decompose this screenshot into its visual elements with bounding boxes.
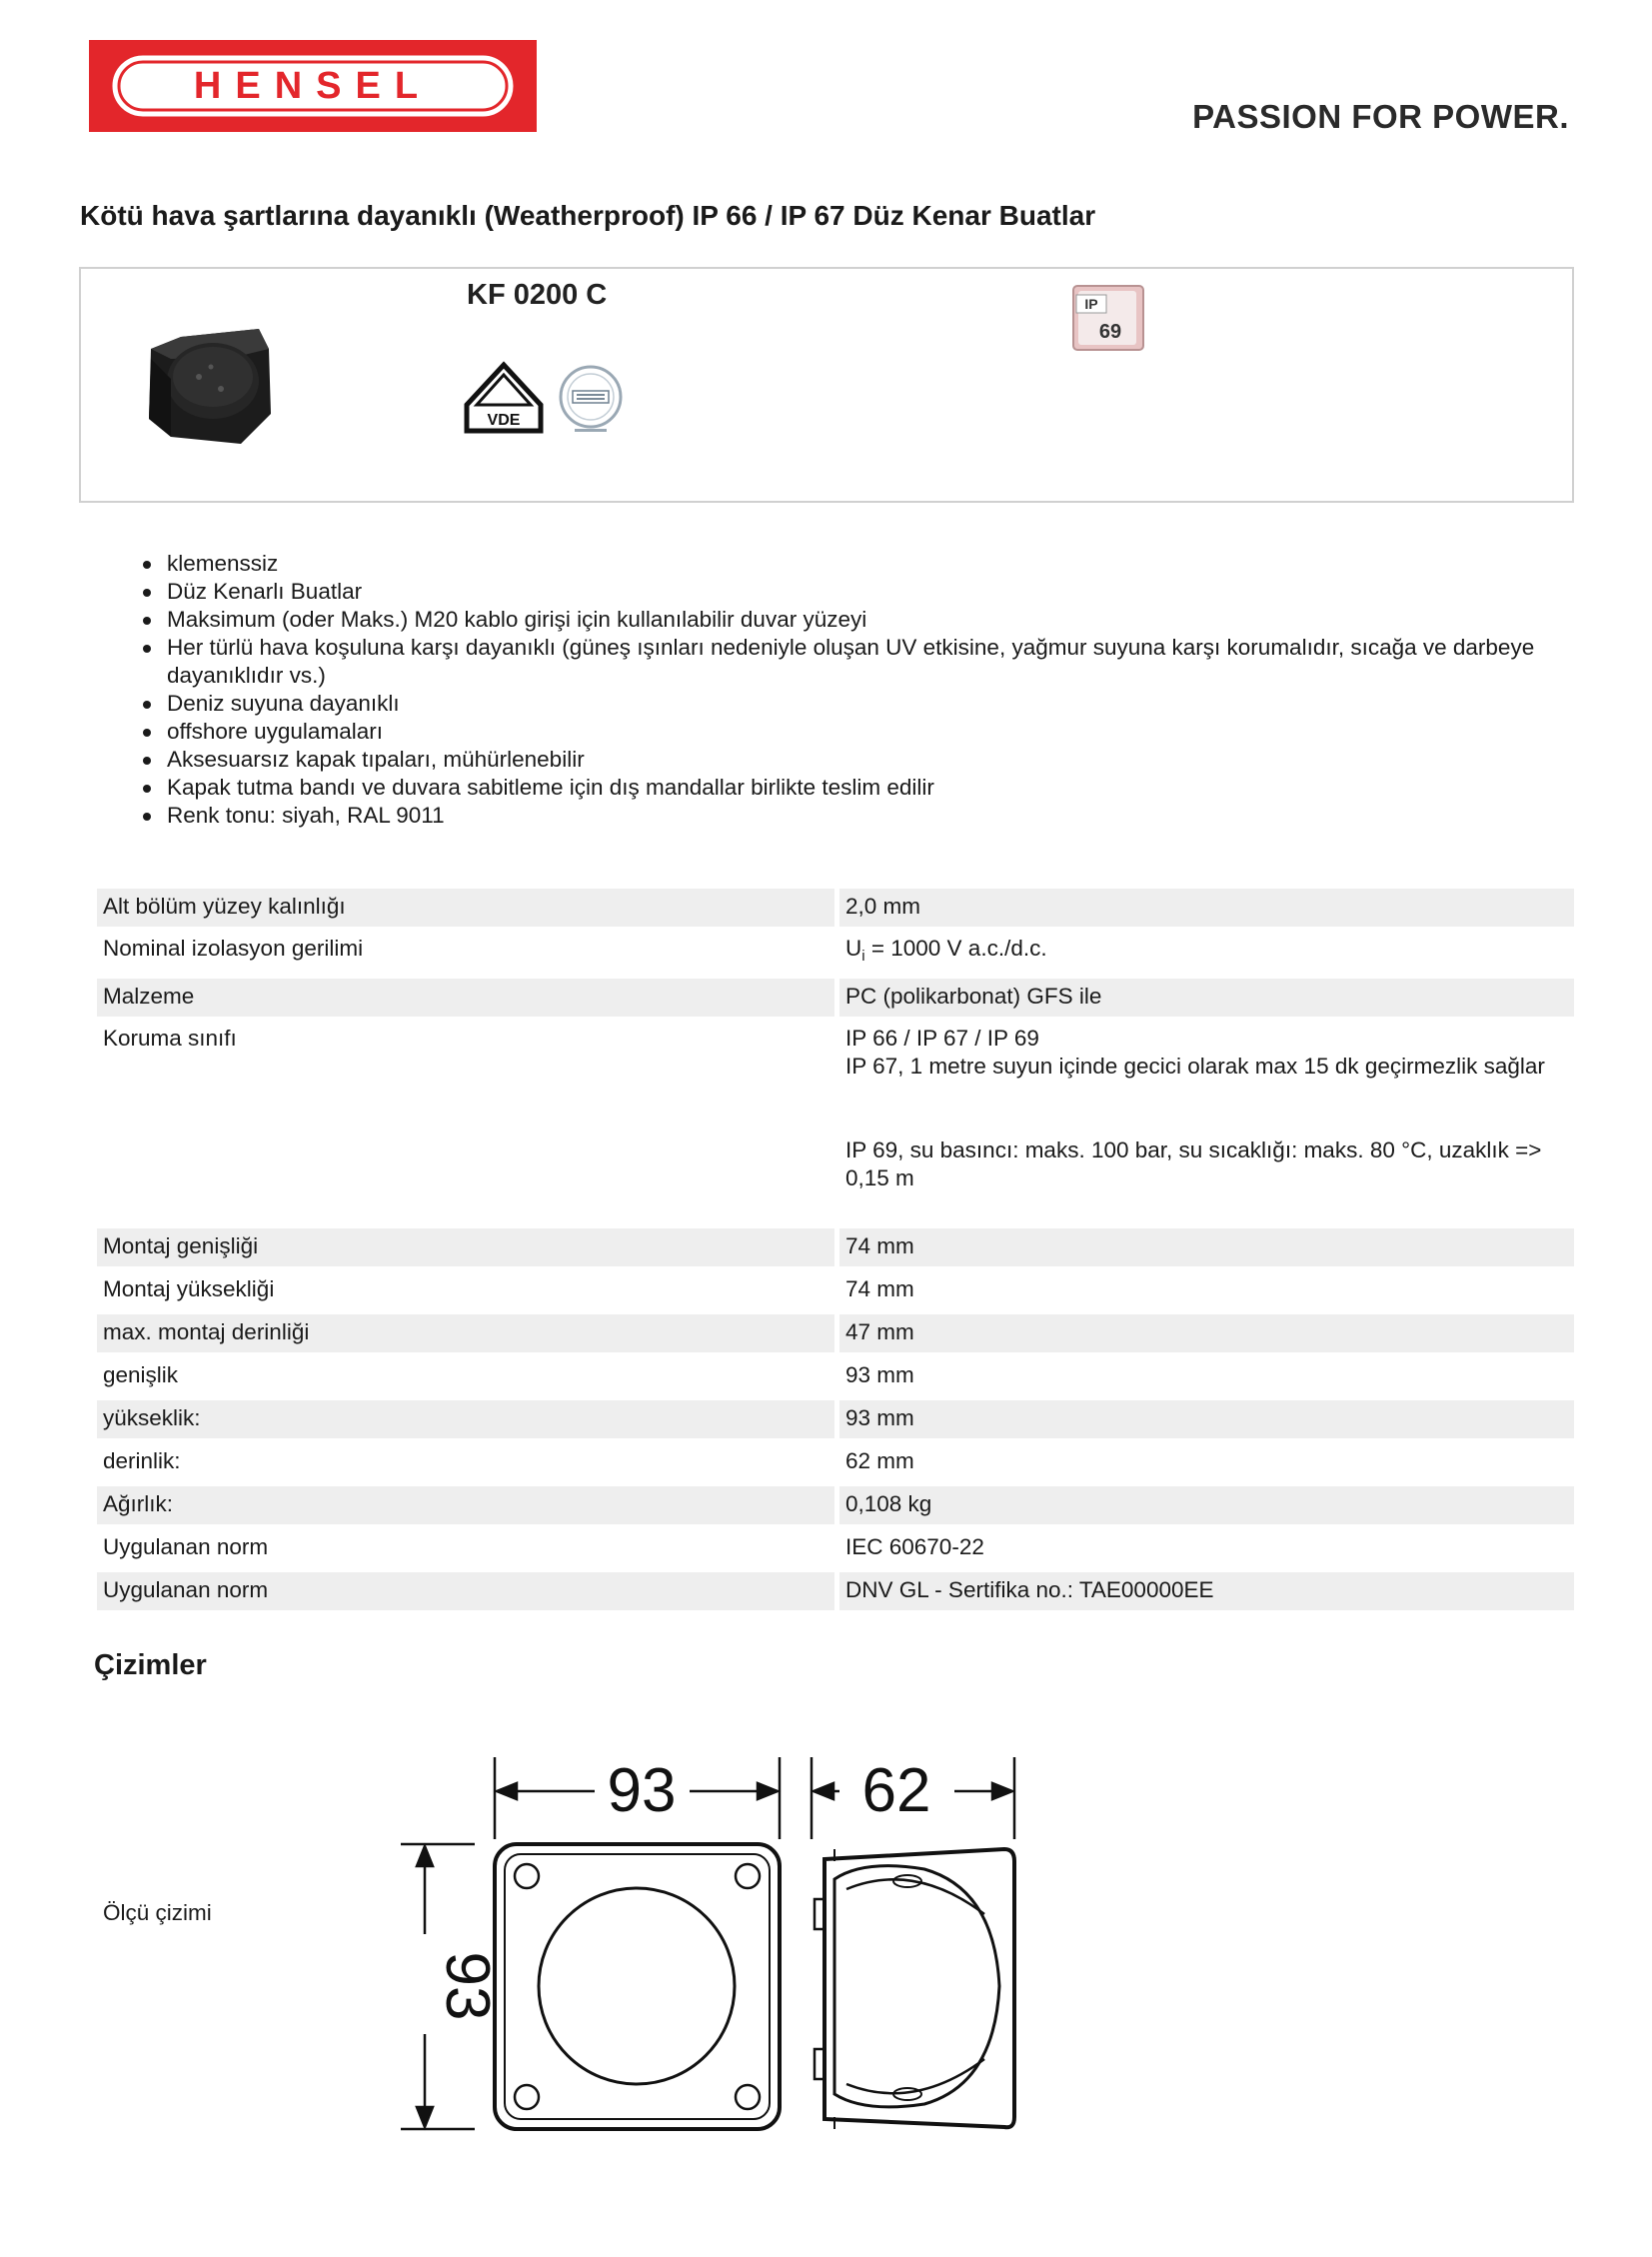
vde-certification-icon bbox=[463, 361, 545, 435]
dimension-depth-label: 62 bbox=[861, 1756, 931, 1825]
protection-line-3: IP 69, su basıncı: maks. 100 bar, su sıcaklığı: maks. 80 °C, uzaklık => 0,15 m bbox=[845, 1137, 1542, 1190]
table-row bbox=[97, 1314, 1574, 1352]
list-item: offshore uygulamaları bbox=[167, 718, 1576, 746]
spec-label: yükseklik: bbox=[97, 1400, 834, 1438]
protection-line-1: IP 66 / IP 67 / IP 69 bbox=[845, 1026, 1039, 1051]
voltage-subscript: i bbox=[861, 948, 865, 965]
table-row bbox=[97, 1271, 1574, 1309]
spec-value bbox=[839, 931, 1574, 979]
table-row bbox=[97, 1572, 1574, 1610]
spec-label: genişlik bbox=[103, 1362, 179, 1387]
spec-value: 62 mm bbox=[845, 1448, 914, 1473]
hensel-logo-text: HENSEL bbox=[193, 65, 433, 107]
product-box bbox=[79, 267, 1574, 503]
product-code: KF 0200 C bbox=[467, 279, 608, 311]
table-row bbox=[97, 1228, 1574, 1266]
ip-badge-number: 69 bbox=[1098, 321, 1122, 343]
table-row bbox=[97, 889, 1574, 927]
table-row bbox=[97, 1357, 1574, 1395]
dnv-gl-certification-icon bbox=[553, 361, 629, 435]
spec-value: 47 mm bbox=[839, 1314, 1574, 1352]
spec-value: 74 mm bbox=[839, 1228, 1574, 1266]
junction-box-photo bbox=[141, 319, 281, 449]
spec-label: Alt bölüm yüzey kalınlığı bbox=[97, 889, 834, 927]
spec-label: derinlik: bbox=[103, 1448, 181, 1473]
table-row bbox=[97, 1529, 1574, 1567]
ip69-badge-icon bbox=[1070, 283, 1146, 353]
feature-list bbox=[167, 550, 1576, 830]
list-item: Aksesuarsız kapak tıpaları, mühürlenebilir bbox=[167, 746, 1576, 774]
protection-line-2: IP 67, 1 metre suyun içinde gecici olarak max 15 dk geçirmezlik sağlar bbox=[845, 1054, 1545, 1079]
drawing-label: Ölçü çizimi bbox=[103, 1900, 212, 1925]
spec-table bbox=[97, 889, 1574, 1610]
voltage-value: = 1000 V a.c./d.c. bbox=[864, 936, 1047, 961]
dimension-drawing bbox=[395, 1749, 1034, 2149]
spec-label: Malzeme bbox=[97, 979, 834, 1017]
list-item: Her türlü hava koşuluna karşı dayanıklı (güneş ışınları nedeniyle oluşan UV etkisine, yağmur suyuna karşı korumalıdır, sıcağa ve darbeye dayanıklıdır vs.) bbox=[167, 634, 1576, 690]
table-row bbox=[97, 1486, 1574, 1524]
spec-value: 2,0 mm bbox=[839, 889, 1574, 927]
spec-label: Montaj genişliği bbox=[97, 1228, 834, 1266]
spec-value: IEC 60670-22 bbox=[845, 1534, 984, 1559]
spec-label: Ağırlık: bbox=[97, 1486, 834, 1524]
spec-label: Uygulanan norm bbox=[103, 1534, 269, 1559]
table-row bbox=[97, 1021, 1574, 1228]
spec-label: Uygulanan norm bbox=[97, 1572, 834, 1610]
list-item: klemenssiz bbox=[167, 550, 1576, 578]
spec-value: PC (polikarbonat) GFS ile bbox=[839, 979, 1574, 1017]
table-row bbox=[97, 1400, 1574, 1438]
spec-label: Koruma sınıfı bbox=[103, 1026, 237, 1051]
spec-value: 93 mm bbox=[845, 1362, 914, 1387]
list-item: Düz Kenarlı Buatlar bbox=[167, 578, 1576, 606]
list-item: Maksimum (oder Maks.) M20 kablo girişi için kullanılabilir duvar yüzeyi bbox=[167, 606, 1576, 634]
table-row bbox=[97, 979, 1574, 1017]
spec-value: 93 mm bbox=[839, 1400, 1574, 1438]
hensel-logo bbox=[89, 40, 537, 132]
list-item: Kapak tutma bandı ve duvara sabitleme için dış mandallar birlikte teslim edilir bbox=[167, 774, 1576, 802]
list-item: Renk tonu: siyah, RAL 9011 bbox=[167, 802, 1576, 830]
spec-value: 0,108 kg bbox=[839, 1486, 1574, 1524]
voltage-symbol: U bbox=[845, 936, 862, 961]
spec-value: DNV GL - Sertifika no.: TAE00000EE bbox=[839, 1572, 1574, 1610]
page-title: Kötü hava şartlarına dayanıklı (Weatherproof) IP 66 / IP 67 Düz Kenar Buatlar bbox=[80, 200, 1096, 231]
spec-label: Nominal izolasyon gerilimi bbox=[103, 936, 364, 961]
ip-badge-top: IP bbox=[1084, 296, 1098, 312]
spec-label: Montaj yüksekliği bbox=[103, 1276, 275, 1301]
table-row bbox=[97, 1443, 1574, 1481]
dimension-width-label: 93 bbox=[607, 1756, 677, 1825]
spec-value: 74 mm bbox=[845, 1276, 914, 1301]
list-item: Deniz suyuna dayanıklı bbox=[167, 690, 1576, 718]
slogan: PASSION FOR POWER. bbox=[1192, 98, 1569, 135]
dimension-height-label: 93 bbox=[433, 1951, 502, 2021]
spec-value bbox=[839, 1021, 1574, 1228]
drawings-title: Çizimler bbox=[94, 1649, 207, 1681]
vde-letters: VDE bbox=[487, 412, 521, 429]
spec-label: max. montaj derinliği bbox=[97, 1314, 834, 1352]
table-row bbox=[97, 931, 1574, 979]
